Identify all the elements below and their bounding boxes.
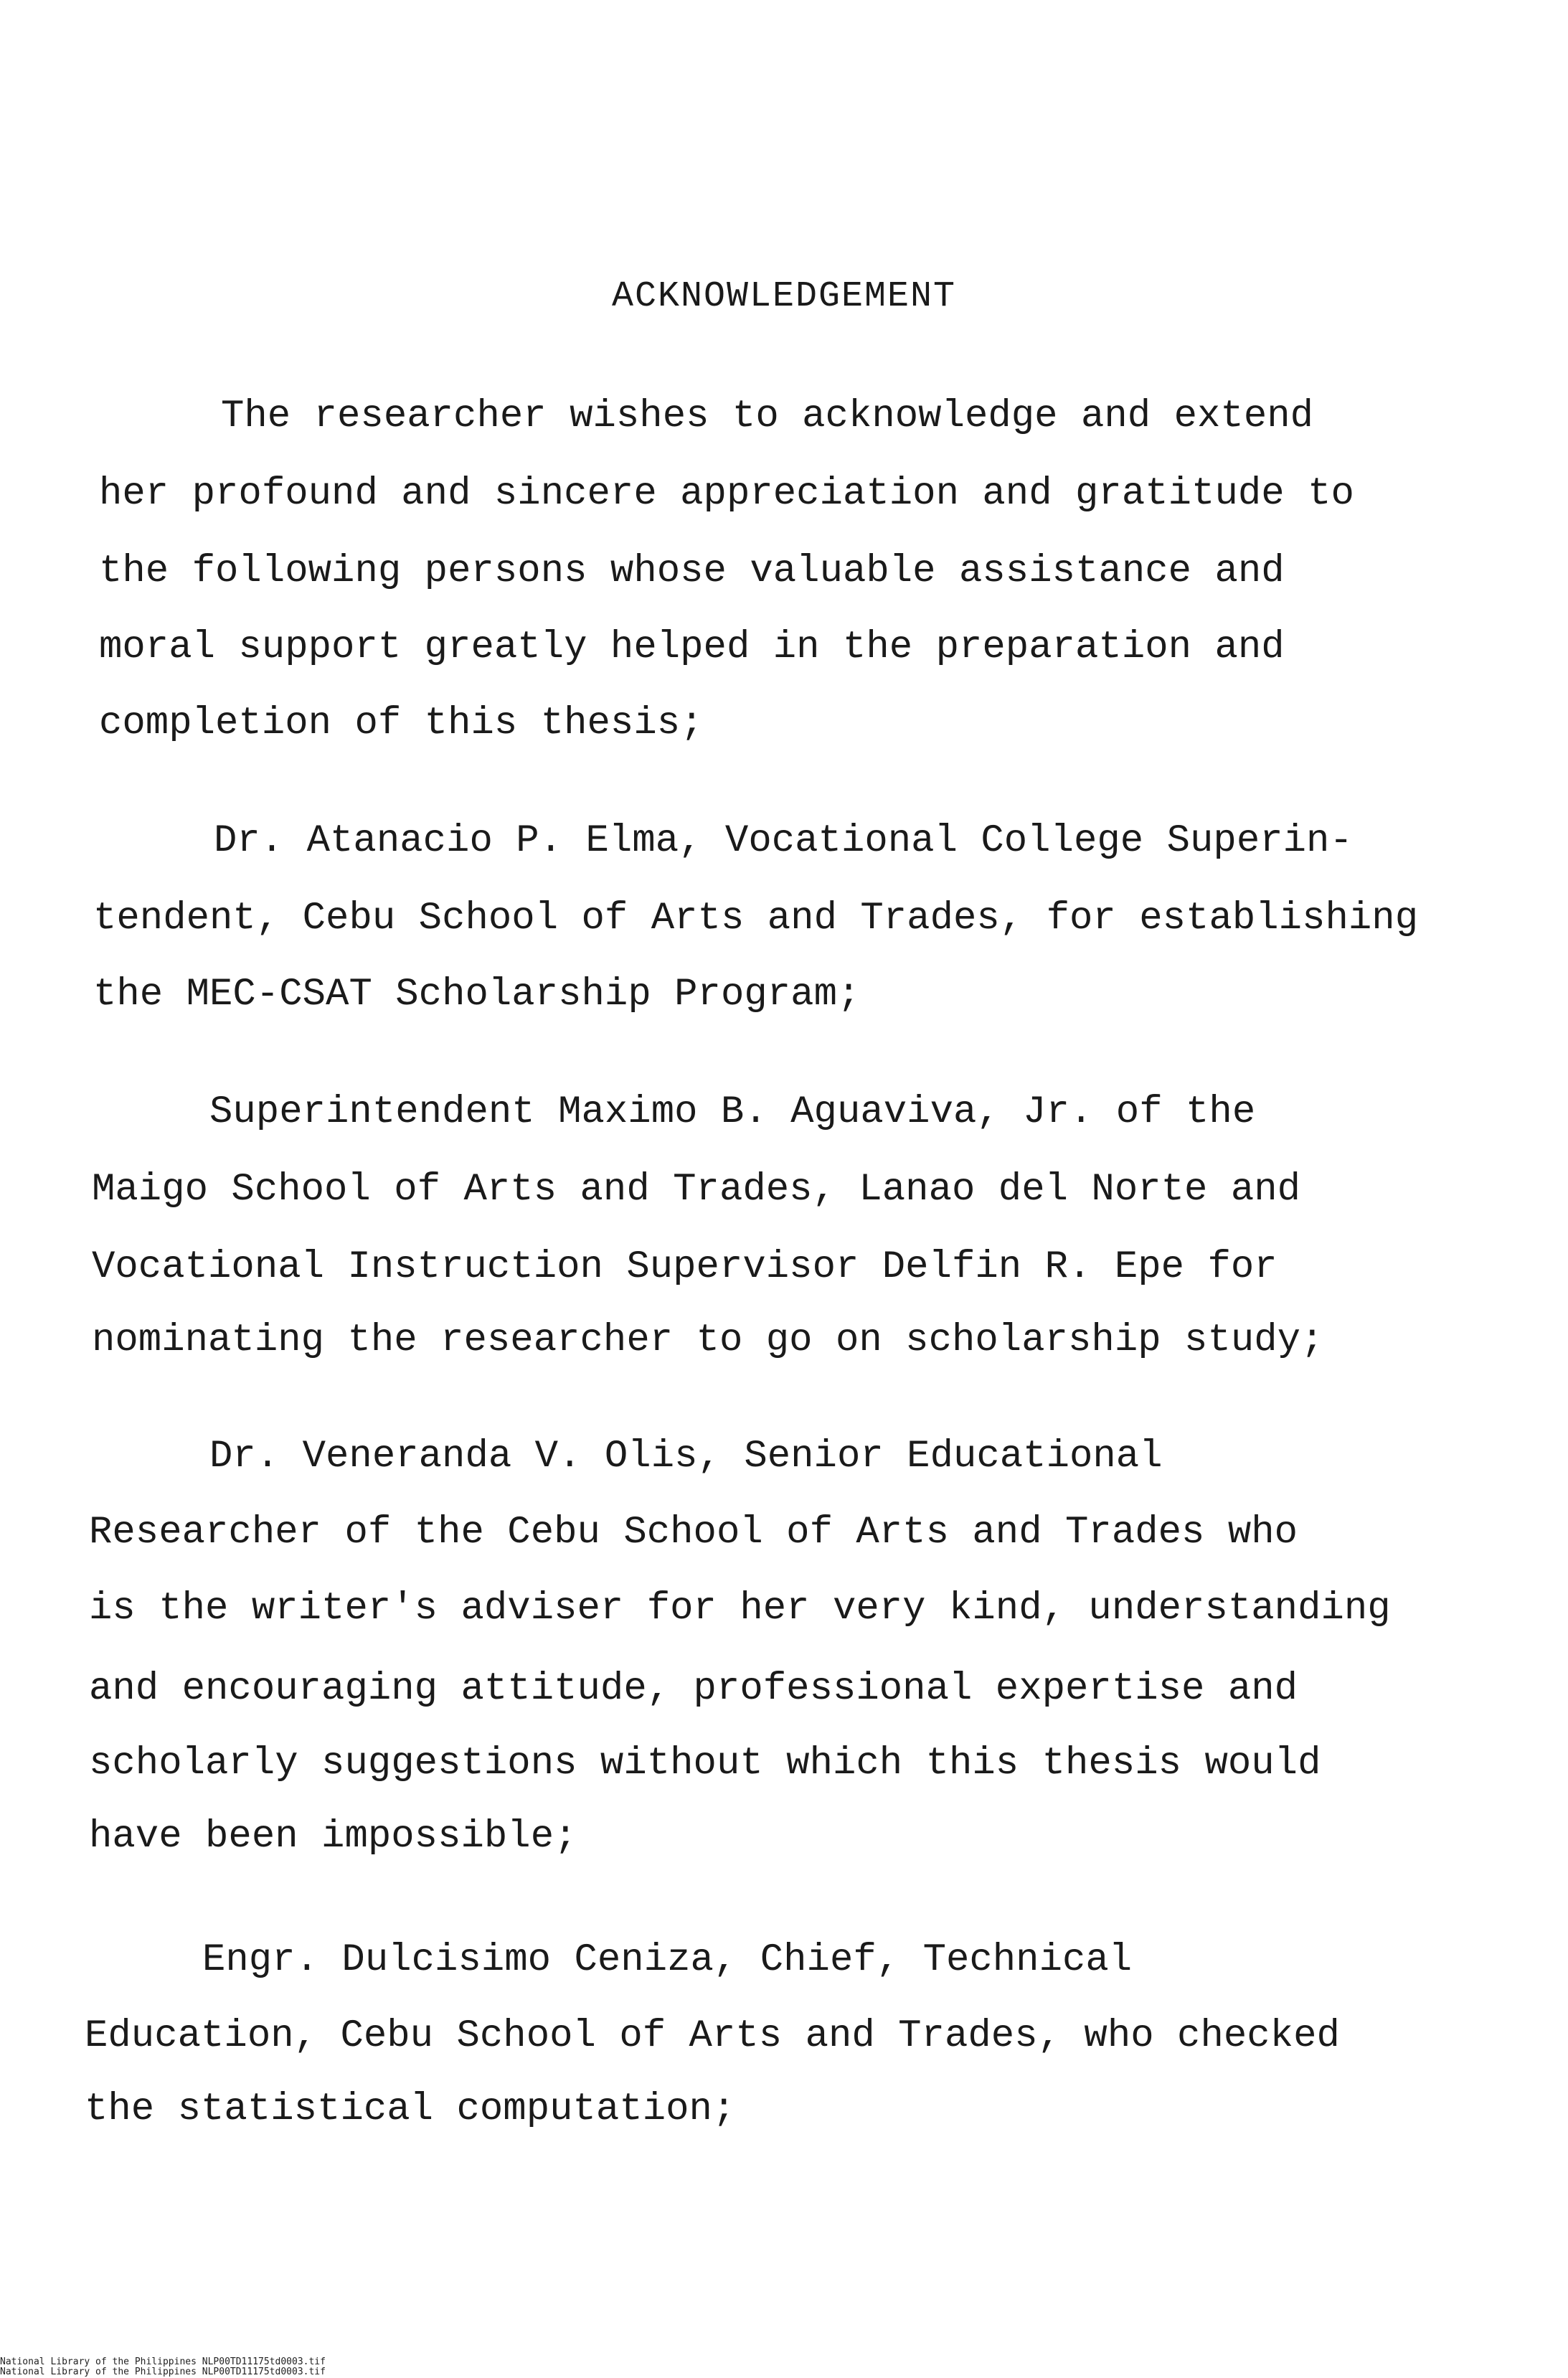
paragraph-3-line-1: Superintendent Maximo B. Aguaviva, Jr. of the xyxy=(209,1090,1256,1134)
paragraph-5-line-1: Engr. Dulcisimo Ceniza, Chief, Technical xyxy=(202,1938,1133,1982)
paragraph-5-line-3: the statistical computation; xyxy=(85,2087,736,2131)
paragraph-1-line-3: the following persons whose valuable assistance and xyxy=(99,549,1285,593)
paragraph-3-line-3: Vocational Instruction Supervisor Delfin R. Epe for xyxy=(92,1245,1277,1289)
paragraph-3-line-4: nominating the researcher to go on scholarship study; xyxy=(92,1318,1324,1362)
scan-footer-line-2: National Library of the Philippines NLP00TD11175td0003.tif xyxy=(0,2367,326,2377)
paragraph-5-line-2: Education, Cebu School of Arts and Trades, who checked xyxy=(85,2014,1340,2058)
paragraph-4-line-3: is the writer's adviser for her very kind, understanding xyxy=(89,1587,1391,1631)
paragraph-4-line-6: have been impossible; xyxy=(89,1815,577,1859)
paragraph-1-line-5: completion of this thesis; xyxy=(99,702,704,745)
scan-footer-line-1: National Library of the Philippines NLP00TD11175td0003.tif xyxy=(0,2356,326,2367)
paragraph-3-line-2: Maigo School of Arts and Trades, Lanao del Norte and xyxy=(92,1168,1301,1212)
paragraph-2-line-3: the MEC-CSAT Scholarship Program; xyxy=(93,973,861,1016)
paragraph-4-line-1: Dr. Veneranda V. Olis, Senior Educational xyxy=(209,1435,1163,1478)
paragraph-4-line-2: Researcher of the Cebu School of Arts and Trades who xyxy=(89,1511,1298,1554)
paragraph-4-line-4: and encouraging attitude, professional expertise and xyxy=(89,1667,1298,1711)
paragraph-1-line-4: moral support greatly helped in the preparation and xyxy=(99,626,1285,669)
paragraph-2-line-1: Dr. Atanacio P. Elma, Vocational College Superin- xyxy=(214,819,1353,863)
page-title: ACKNOWLEDGEMENT xyxy=(611,276,957,317)
paragraph-4-line-5: scholarly suggestions without which this thesis would xyxy=(89,1742,1321,1785)
paragraph-1-line-1: The researcher wishes to acknowledge and extend xyxy=(221,395,1314,438)
paragraph-1-line-2: her profound and sincere appreciation and gratitude to xyxy=(99,472,1354,516)
paragraph-2-line-2: tendent, Cebu School of Arts and Trades, for establishing xyxy=(93,897,1419,940)
